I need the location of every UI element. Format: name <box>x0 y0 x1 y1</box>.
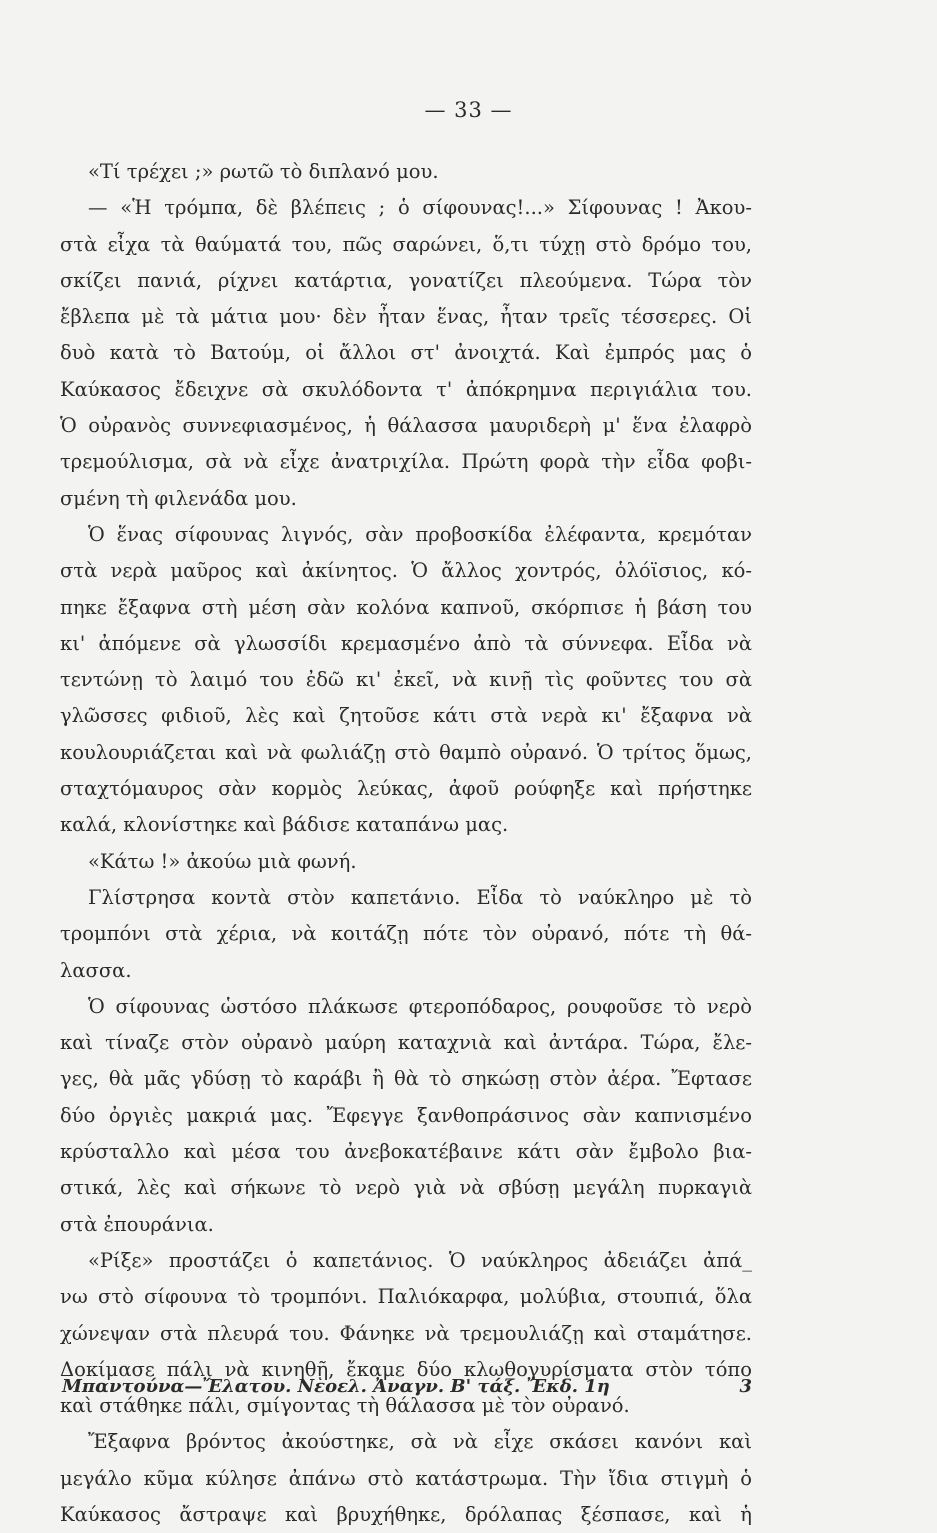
text-line: καὶ στάθηκε πάλι, σμίγοντας τὴ θάλασσα μὲ τὸν οὐρανό. <box>60 1394 630 1418</box>
text-line: Ἔξαφνα βρόντος ἀκούστηκε, σὰ νὰ εἶχε σκάσει κανόνι καὶ <box>88 1430 752 1454</box>
page-footer <box>62 1376 752 1397</box>
text-line: δυὸ κατὰ τὸ Βατούμ, οἱ ἄλλοι στ' ἀνοιχτά. Καὶ ἐμπρός μας ὁ <box>60 341 752 365</box>
text-line: κρύσταλλο καὶ μέσα του ἀνεβοκατέβαινε κάτι σὰν ἔμβολο βια- <box>60 1140 752 1164</box>
text-line: σταχτόμαυρος σὰν κορμὸς λεύκας, ἀφοῦ ρούφηξε καὶ πρήστηκε <box>60 777 752 801</box>
text-line: χώνεψαν στὰ πλευρά του. Φάνηκε νὰ τρεμουλιάζῃ καὶ σταμάτησε. <box>60 1321 752 1345</box>
text-line: καλά, κλονίστηκε καὶ βάδισε καταπάνω μας. <box>60 813 509 837</box>
text-line: γλῶσσες φιδιοῦ, λὲς καὶ ζητοῦσε κάτι στὰ νερὰ κι' ἔξαφνα νὰ <box>60 704 752 728</box>
text-line: στικά, λὲς καὶ σήκωνε τὸ νερὸ γιὰ νὰ σβύσῃ μεγάλη πυρκαγιὰ <box>60 1176 752 1200</box>
text-line: στὰ εἶχα τὰ θαύματά του, πῶς σαρώνει, ὅ,τι τύχῃ στὸ δρόμο του, <box>60 232 752 256</box>
text-line: στὰ ἐπουράνια. <box>60 1212 214 1236</box>
text-line: «Κάτω !» ἀκούω μιὰ φωνή. <box>88 849 357 873</box>
text-line: Ὁ σίφουνας ὡστόσο πλάκωσε φτεροπόδαρος, ρουφοῦσε τὸ νερὸ <box>88 994 752 1018</box>
text-line: τρομπόνι στὰ χέρια, νὰ κοιτάζῃ πότε τὸν οὐρανό, πότε τὴ θά- <box>60 922 752 946</box>
text-line: «Τί τρέχει ;» ρωτῶ τὸ διπλανό μου. <box>88 160 439 183</box>
text-line: τεντώνῃ τὸ λαιμό του ἐδῶ κι' ἐκεῖ, νὰ κινῇ τὶς φοῦντες του σὰ <box>60 668 752 692</box>
text-line: νω στὸ σίφουνα τὸ τρομπόνι. Παλιόκαρφα, μολύβια, στουπιά, ὅλα <box>60 1285 752 1309</box>
text-line: «Ρίξε» προστάζει ὁ καπετάνιος. Ὁ ναύκληρος ἀδειάζει ἀπά_ <box>88 1248 752 1272</box>
text-line: σμένη τὴ φιλενάδα μου. <box>60 486 297 510</box>
text-line: λασσα. <box>60 958 132 982</box>
page-number: — 33 — <box>424 98 513 122</box>
footer-sheet-number: 3 <box>739 1376 752 1397</box>
text-line: κι' ἀπόμενε σὰ γλωσσίδι κρεμασμένο ἀπὸ τὰ σύννεφα. Εἶδα νὰ <box>60 631 752 655</box>
text-line: — «Ἡ τρόμπα, δὲ βλέπεις ; ὁ σίφουνας!...» Σίφουνας ! Ἀκου- <box>88 196 752 220</box>
text-line: δύο ὀργιὲς μακριά μας. Ἔφεγγε ξανθοπράσινος σὰν καπνισμένο <box>60 1103 752 1127</box>
text-line: Καύκασος ἄστραψε καὶ βρυχήθηκε, δρόλαπας ξέσπασε, καὶ ἡ <box>60 1502 752 1526</box>
text-line: Ὁ ἕνας σίφουνας λιγνός, σὰν προβοσκίδα ἐλέφαντα, κρεμόταν <box>88 522 752 546</box>
body-text <box>60 154 752 1533</box>
footer-signature: Μπαντούνα—Ἔλατου. Νεοελ. Ἀναγν. Β' τάξ. Ἔκδ. 1η <box>62 1376 610 1397</box>
text-line: τρεμούλισμα, σὰ νὰ εἶχε ἀνατριχίλα. Πρώτη φορὰ τὴν εἶδα φοβι- <box>60 450 752 474</box>
text-line: Καύκασος ἔδειχνε σὰ σκυλόδοντα τ' ἀπόκρημνα περιγιάλια του. <box>60 377 752 401</box>
text-line: καὶ τίναζε στὸν οὐρανὸ μαύρη καταχνιὰ καὶ ἀντάρα. Τώρα, ἔλε- <box>60 1031 752 1055</box>
text-line: στὰ νερὰ μαῦρος καὶ ἀκίνητος. Ὁ ἄλλος χοντρός, ὁλόϊσιος, κό- <box>60 559 752 583</box>
text-line: πηκε ἔξαφνα στὴ μέση σὰν κολόνα καπνοῦ, σκόρπισε ἡ βάση του <box>60 595 752 619</box>
text-line: Γλίστρησα κοντὰ στὸν καπετάνιο. Εἶδα τὸ ναύκληρο μὲ τὸ <box>88 885 752 909</box>
text-line: γες, θὰ μᾶς γδύσῃ τὸ καράβι ἢ θὰ τὸ σηκώσῃ στὸν ἀέρα. Ἔφτασε <box>60 1067 752 1091</box>
text-line: μεγάλο κῦμα κύλησε ἀπάνω στὸ κατάστρωμα. Τὴν ἴδια στιγμὴ ὁ <box>60 1466 752 1490</box>
text-line: Ὁ οὐρανὸς συννεφιασμένος, ἡ θάλασσα μαυριδερὴ μ' ἕνα ἐλαφρὸ <box>60 414 752 438</box>
text-line: ἔβλεπα μὲ τὰ μάτια μου· δὲν ἦταν ἕνας, ἦταν τρεῖς τέσσερες. Οἱ <box>60 305 752 329</box>
text-line: σκίζει πανιά, ρίχνει κατάρτια, γονατίζει πλεούμενα. Τώρα τὸν <box>60 268 752 292</box>
text-line: Δοκίμασε πάλι νὰ κινηθῇ, ἔκαμε δύο κλωθογυρίσματα στὸν τόπο <box>60 1357 752 1381</box>
text-line: κουλουριάζεται καὶ νὰ φωλιάζῃ στὸ θαμπὸ οὐρανό. Ὁ τρίτος ὅμως, <box>60 740 752 764</box>
